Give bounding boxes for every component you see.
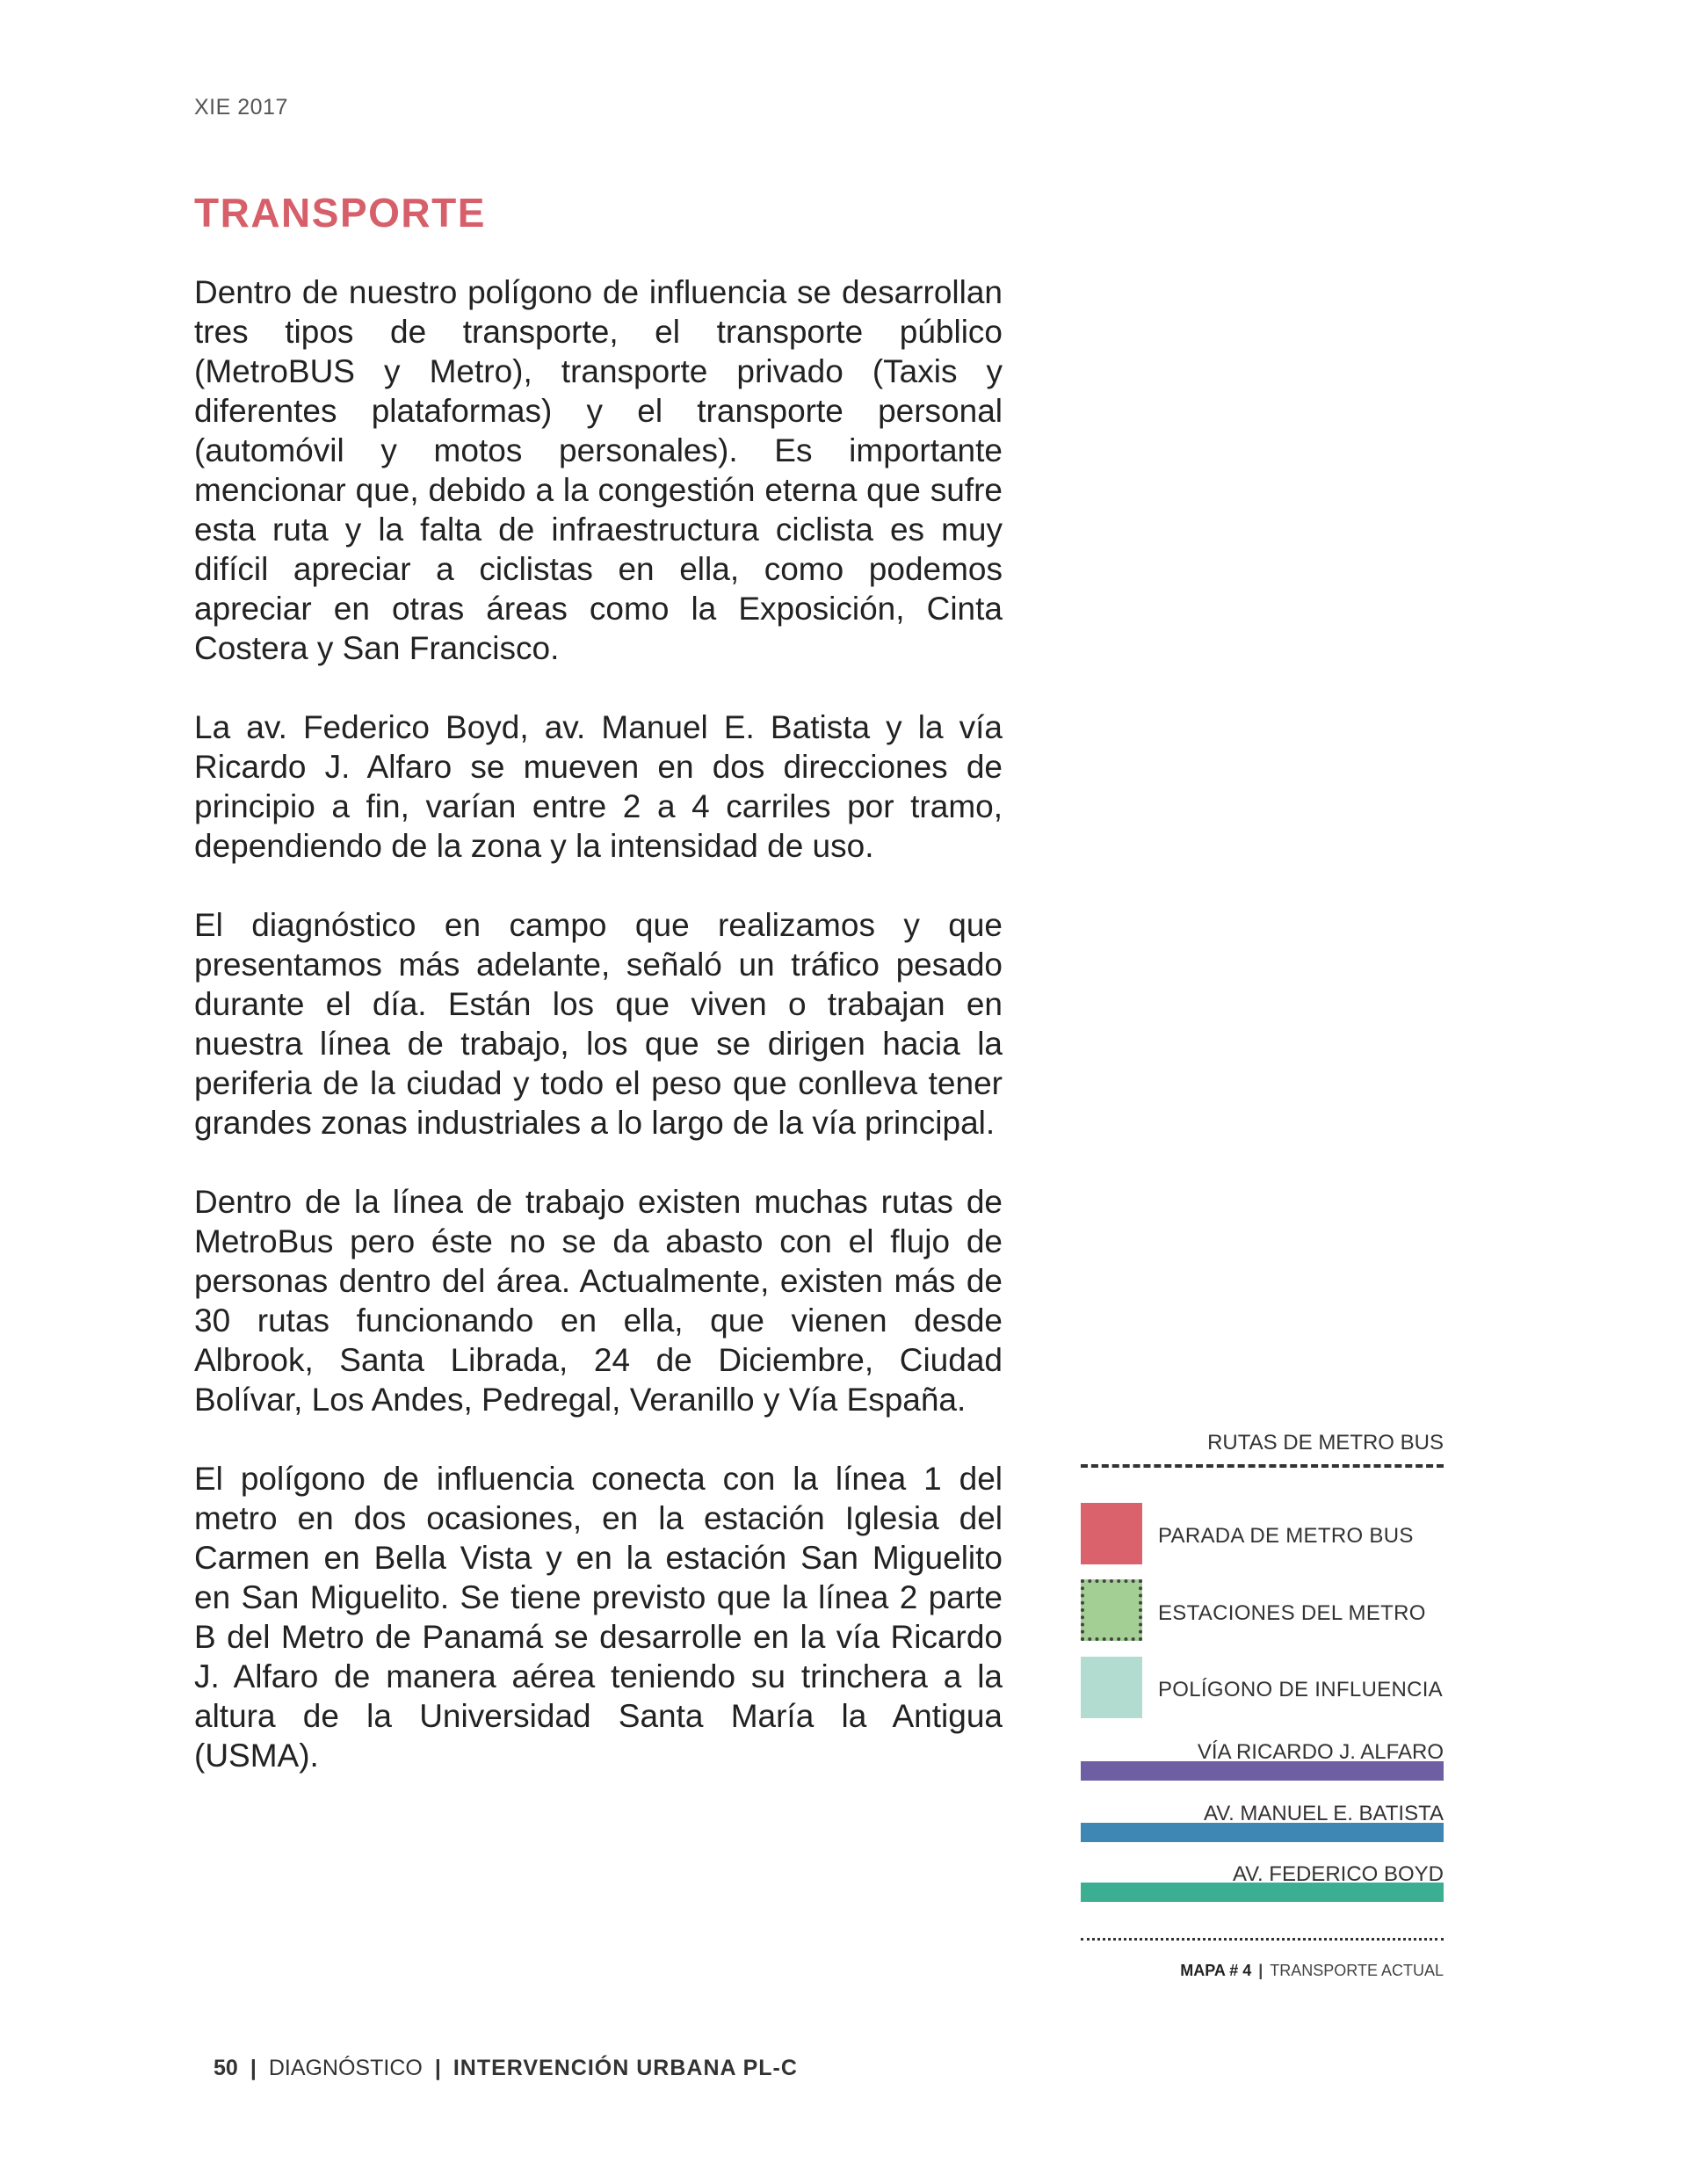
legend-divider (1081, 1938, 1444, 1941)
legend-swatch-metrobus-stop (1081, 1503, 1142, 1564)
legend-metrobus-routes-label: RUTAS DE METRO BUS (1207, 1431, 1444, 1455)
page-footer (214, 2056, 798, 2081)
paragraph-1: Dentro de nuestro polígono de influencia se desarrollan tres tipos de transporte, el transporte público (MetroBUS y Metro), transporte privado (Taxis y diferentes plataformas) y el transporte personal (automóvil y motos personales). Es importante mencionar que, debido a la congestión eterna que sufre esta ruta y la falta de infraestructura ciclista es muy difícil apreciar a ciclistas en ella, como podemos apreciar en otras áreas como la Exposición, Cinta Costera y San Francisco. (194, 274, 1003, 666)
footer-section: DIAGNÓSTICO (268, 2056, 423, 2080)
legend-label-metrobus-stop: PARADA DE METRO BUS (1158, 1524, 1414, 1548)
map-number: MAPA # 4 (1180, 1962, 1252, 1979)
legend-metrobus-routes-line (1081, 1464, 1444, 1468)
legend-swatch-metro-stations (1081, 1579, 1142, 1641)
legend-label-manuel-batista: AV. MANUEL E. BATISTA (1204, 1802, 1444, 1825)
section-title: TRANSPORTE (194, 190, 486, 236)
map-title: TRANSPORTE ACTUAL (1270, 1962, 1444, 1979)
header-label: XIE 2017 (194, 95, 288, 120)
paragraph-4: Dentro de la línea de trabajo existen muchas rutas de MetroBus pero éste no se da abasto con el flujo de personas dentro del área. Actualmente, existen más de 30 rutas funcionando en ella, que vienen desde Albrook, Santa Librada, 24 de Diciembre, Ciudad Bolívar, Los Andes, Pedregal, Veranillo y Vía España. (194, 1184, 1003, 1418)
legend-label-metro-stations: ESTACIONES DEL METRO (1158, 1601, 1426, 1625)
legend-label-ricardo-alfaro: VÍA RICARDO J. ALFARO (1197, 1740, 1444, 1764)
footer-separator: | (250, 2056, 257, 2080)
footer-project: INTERVENCIÓN URBANA PL-C (453, 2056, 798, 2080)
map-caption (1081, 1962, 1444, 1980)
paragraph-2: La av. Federico Boyd, av. Manuel E. Batista y la vía Ricardo J. Alfaro se mueven en dos direcciones de principio a fin, varían entre 2 a 4 carriles por tramo, dependiendo de la zona y la intensidad de uso. (194, 709, 1003, 864)
legend-swatch-influence-polygon (1081, 1657, 1142, 1718)
paragraph-3: El diagnóstico en campo que realizamos y que presentamos más adelante, señaló un tráfico pesado durante el día. Están los que viven o trabajan en nuestra línea de trabajo, los que se dirigen hacia la periferia de la ciudad y todo el peso que conlleva tener grandes zonas industriales a lo largo de la vía principal. (194, 907, 1003, 1141)
map-caption-separator: | (1258, 1962, 1263, 1979)
footer-separator: | (434, 2056, 441, 2080)
body-text (194, 272, 1003, 1815)
legend-label-federico-boyd: AV. FEDERICO BOYD (1232, 1862, 1444, 1886)
page-number: 50 (214, 2056, 238, 2080)
paragraph-5: El polígono de influencia conecta con la línea 1 del metro en dos ocasiones, en la estación Iglesia del Carmen en Bella Vista y en la estación San Miguelito en San Miguelito. Se tiene previsto que la línea 2 parte B del Metro de Panamá se desarrolle en la vía Ricardo J. Alfaro de manera aérea teniendo su trinchera a la altura de la Universidad Santa María la Antigua (USMA). (194, 1461, 1003, 1774)
legend-label-influence-polygon: POLÍGONO DE INFLUENCIA (1158, 1678, 1443, 1701)
